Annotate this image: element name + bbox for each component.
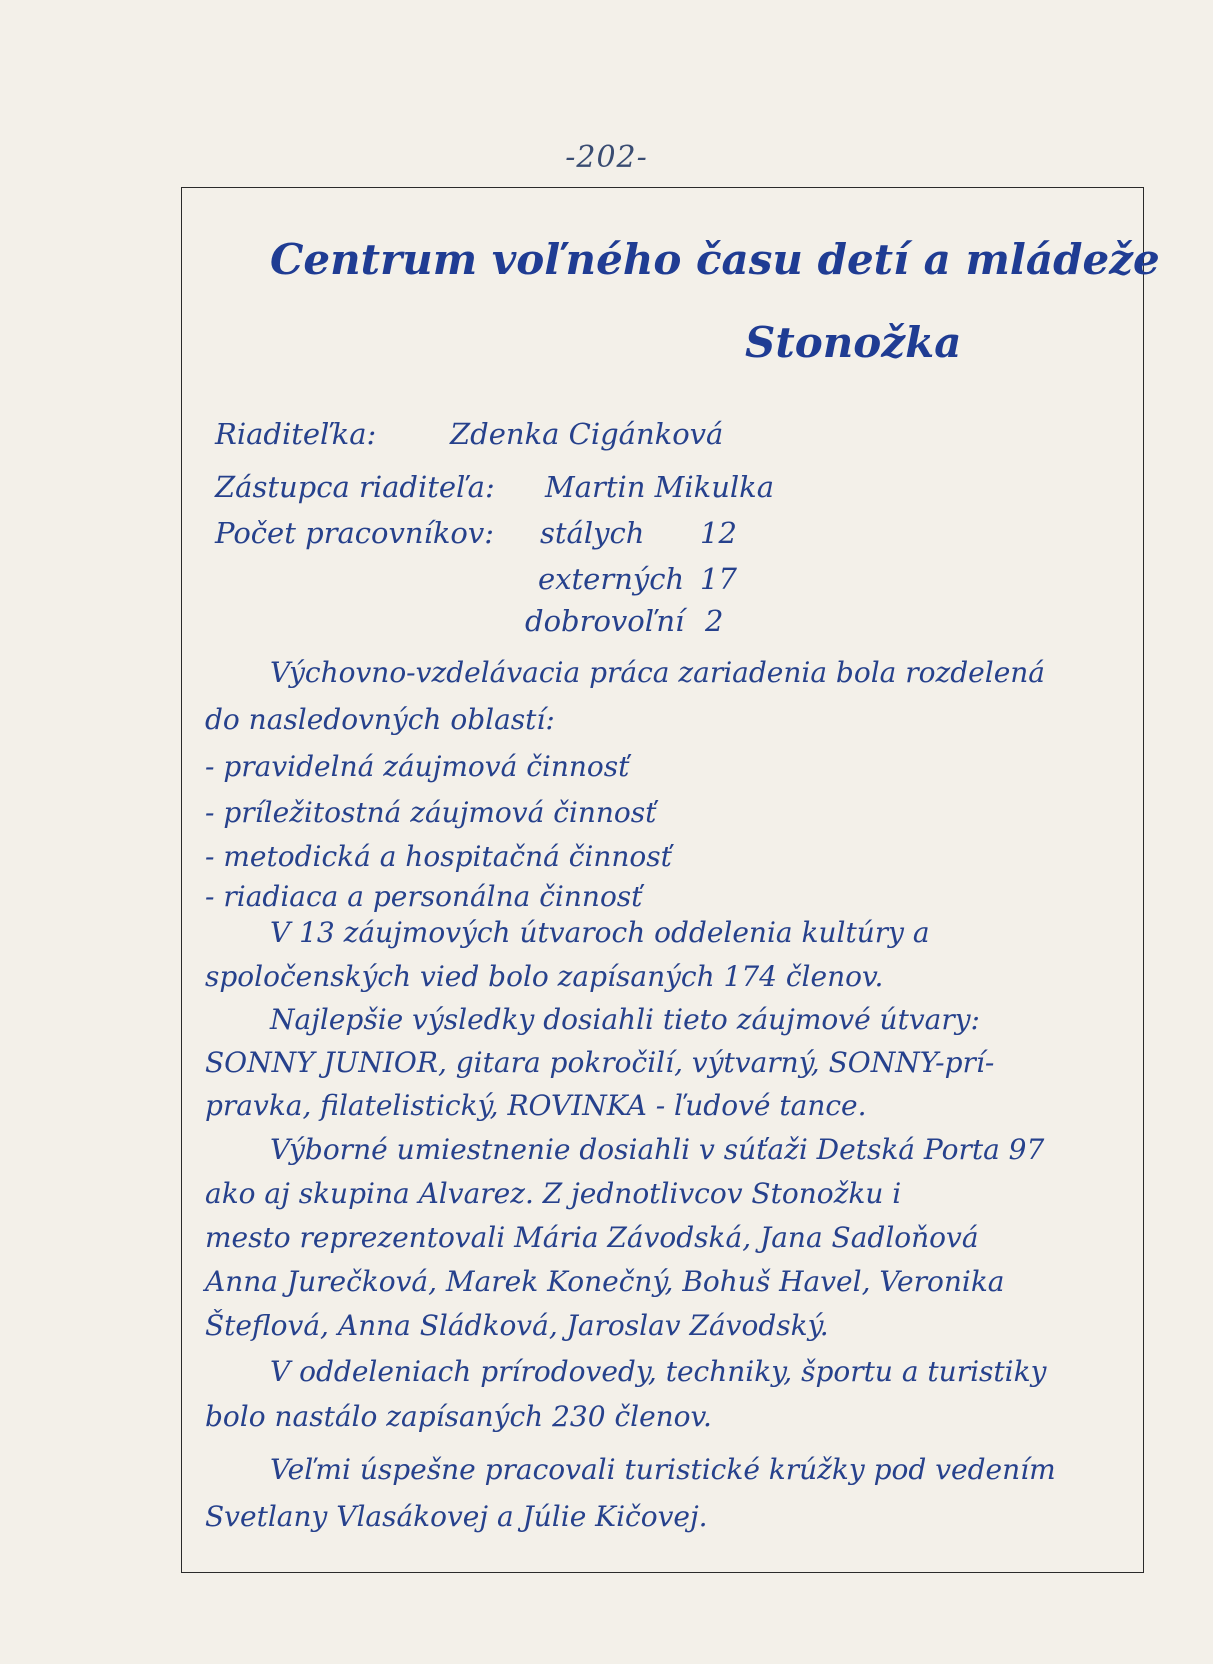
- text-line: SONNY JUNIOR, gitara pokročilí, výtvarný, SONNY-prí-: [205, 1046, 995, 1079]
- text-line: bolo nastálo zapísaných 230 členov.: [205, 1400, 712, 1433]
- text-line: mesto reprezentovali Mária Závodská, Jana Sadloňová: [205, 1221, 979, 1254]
- staff-permanent-label: stálych: [540, 516, 645, 550]
- staff-volunteer-value: 2: [705, 604, 724, 638]
- staff-permanent-value: 12: [700, 516, 737, 550]
- text-line: do nasledovných oblastí:: [205, 703, 555, 736]
- text-line: spoločenských vied bolo zapísaných 174 členov.: [205, 960, 884, 993]
- document-title: Centrum voľného času detí a mládeže: [270, 235, 1160, 284]
- deputy-label: Zástupca riaditeľa:: [215, 470, 495, 504]
- text-line: Výborné umiestnenie dosiahli v súťaži Detská Porta 97: [270, 1133, 1045, 1166]
- staff-external-value: 17: [700, 562, 737, 596]
- director-label: Riaditeľka:: [215, 417, 377, 451]
- text-line: Veľmi úspešne pracovali turistické krúžky pod vedením: [270, 1453, 1056, 1486]
- director-name: Zdenka Cigánková: [450, 417, 724, 451]
- text-line: Svetlany Vlasákovej a Júlie Kičovej.: [205, 1500, 708, 1533]
- document-subtitle: Stonožka: [745, 318, 962, 367]
- text-line: - metodická a hospitačná činnosť: [205, 840, 672, 873]
- text-line: V oddeleniach prírodovedy, techniky, športu a turistiky: [270, 1355, 1047, 1388]
- text-line: ako aj skupina Alvarez. Z jednotlivcov Stonožku i: [205, 1177, 902, 1210]
- text-line: Šteflová, Anna Sládková, Jaroslav Závodský.: [205, 1309, 829, 1342]
- text-line: Anna Jurečková, Marek Konečný, Bohuš Havel, Veronika: [205, 1265, 1005, 1298]
- text-line: Výchovno-vzdelávacia práca zariadenia bola rozdelená: [270, 656, 1046, 689]
- deputy-name: Martin Mikulka: [545, 470, 775, 504]
- staff-external-label: externých: [538, 562, 685, 596]
- text-line: - pravidelná záujmová činnosť: [205, 750, 630, 783]
- text-line: pravka, filatelistický, ROVINKA - ľudové tance.: [205, 1089, 867, 1122]
- text-line: - príležitostná záujmová činnosť: [205, 796, 657, 829]
- page-number: -202-: [565, 140, 648, 175]
- staff-volunteer-label: dobrovoľní: [525, 604, 685, 638]
- staff-label: Počet pracovníkov:: [215, 516, 495, 550]
- text-line: Najlepšie výsledky dosiahli tieto záujmové útvary:: [270, 1003, 980, 1036]
- text-line: V 13 záujmových útvaroch oddelenia kultúry a: [270, 916, 930, 949]
- text-line: - riadiaca a personálna činnosť: [205, 880, 643, 913]
